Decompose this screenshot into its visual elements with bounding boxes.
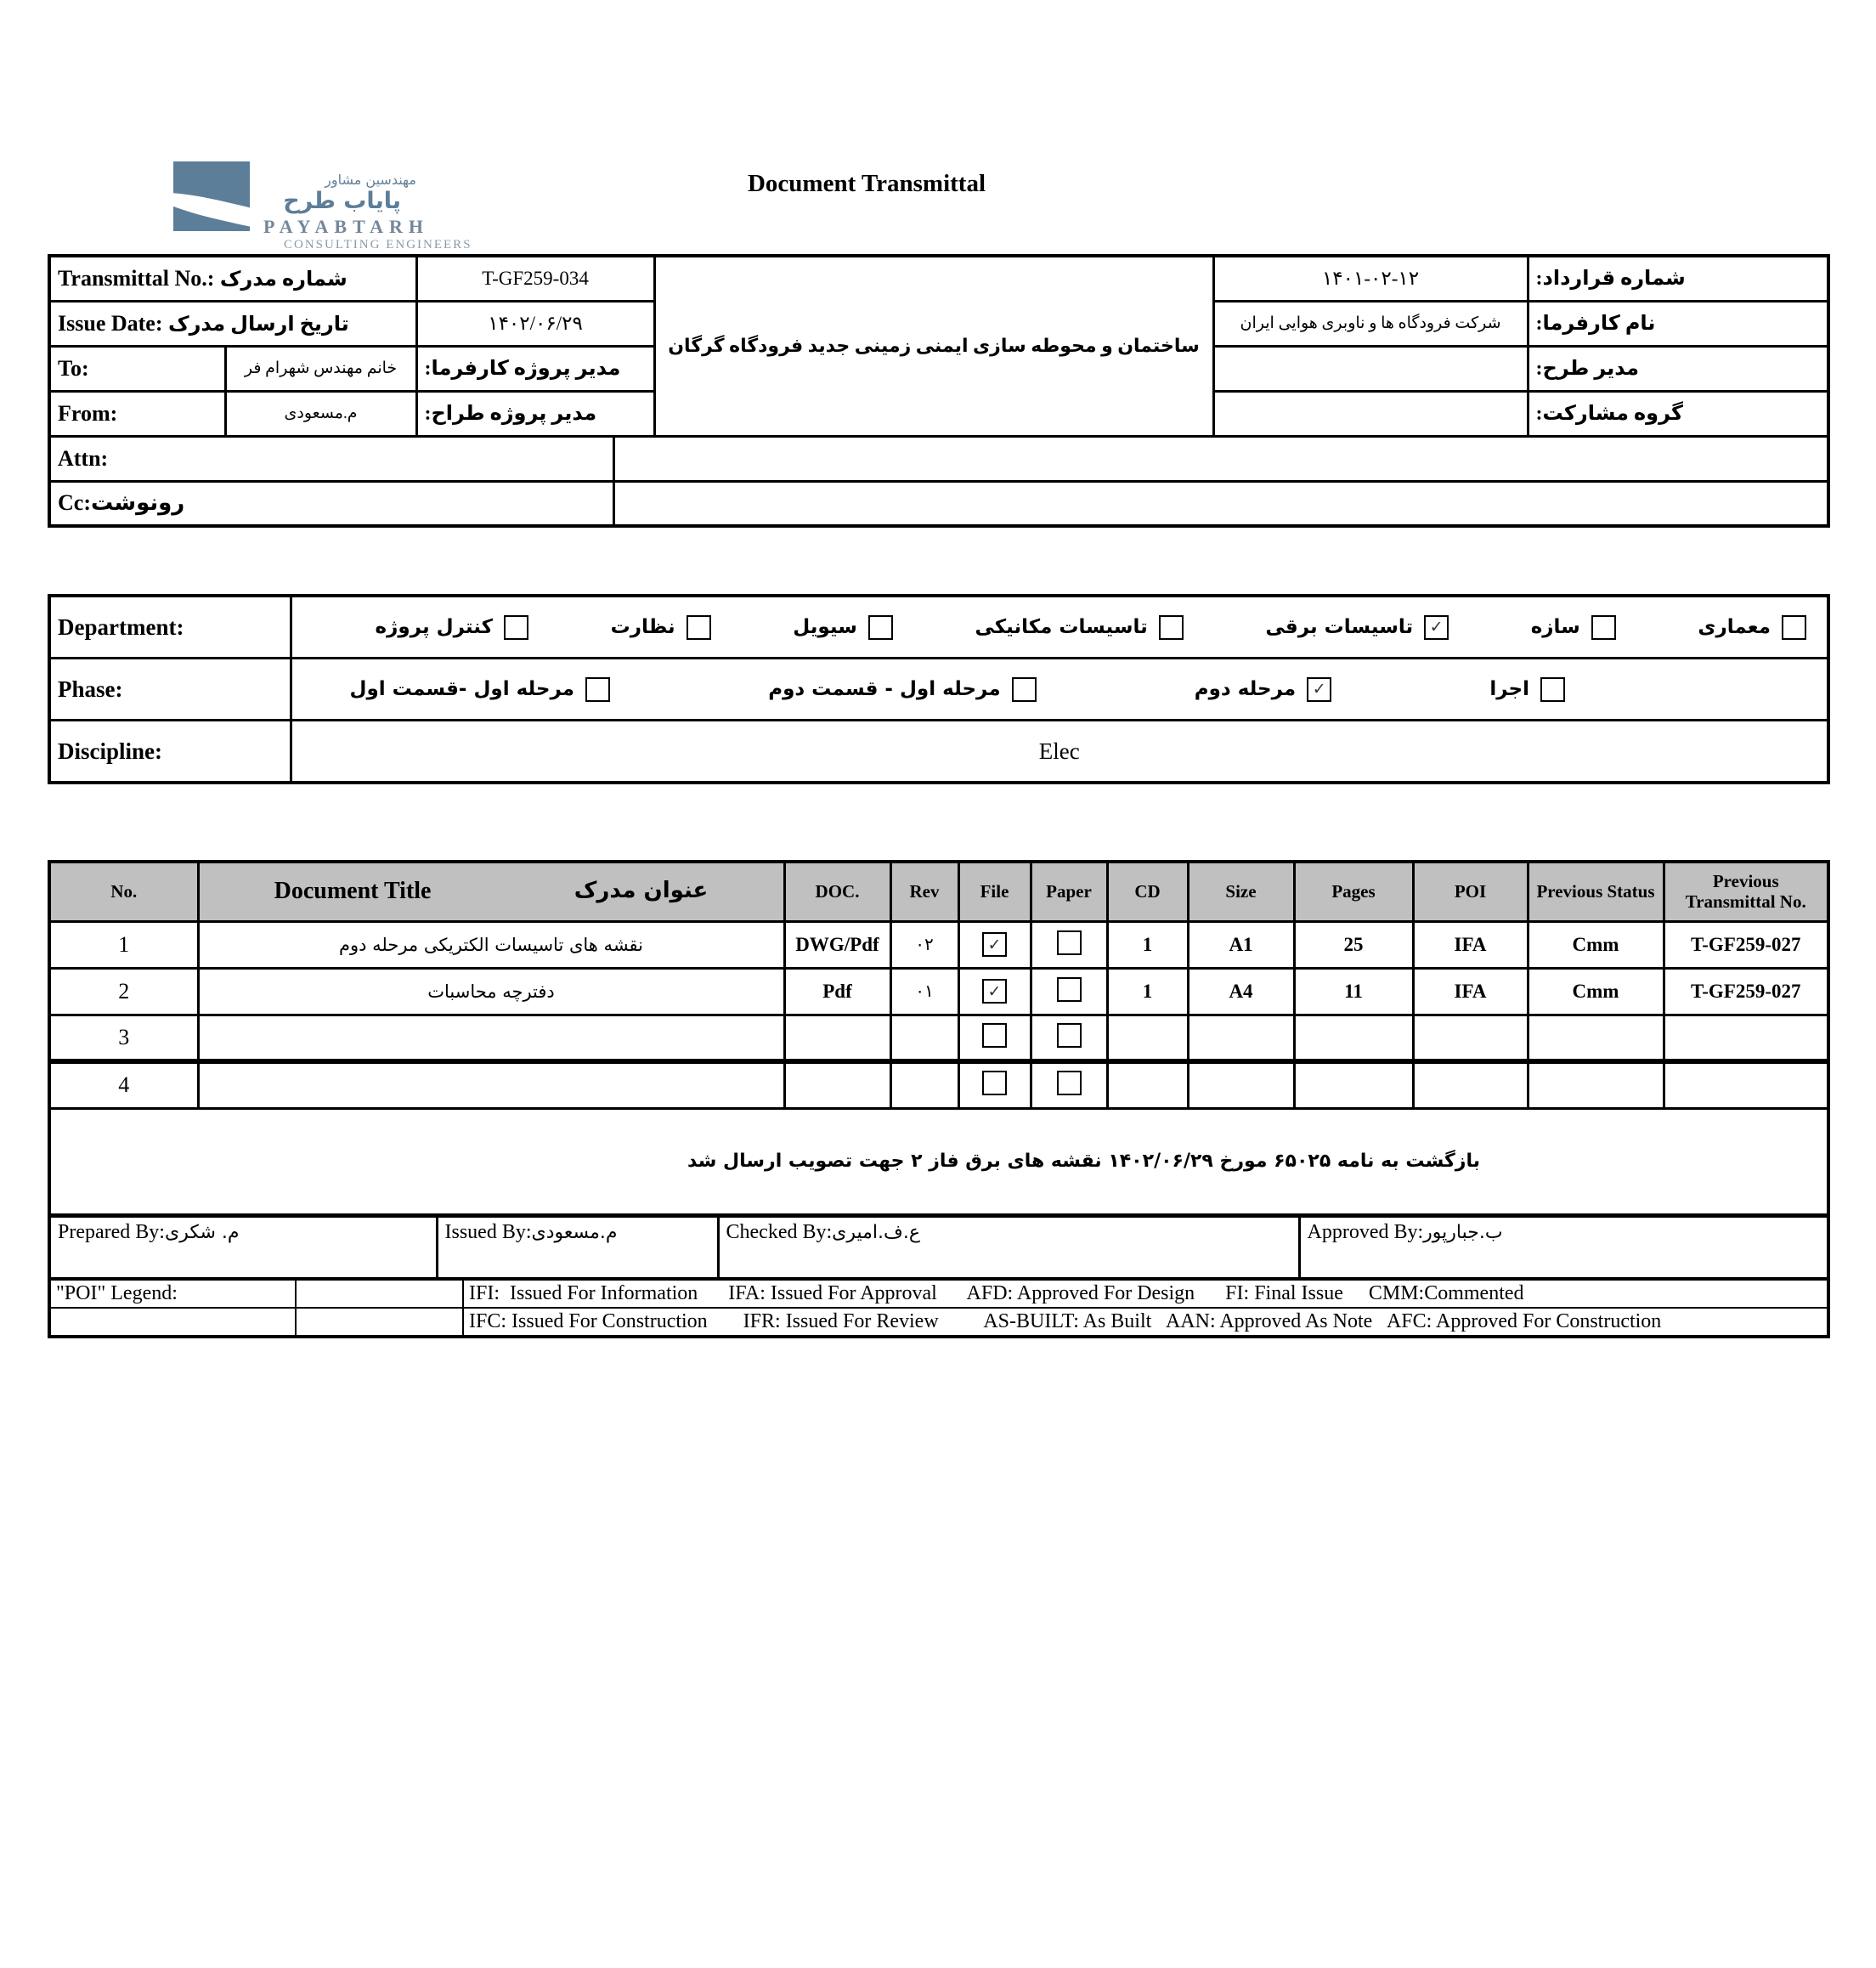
cc-row [49,481,1828,526]
designer-pm-label: مدیر پروژه طراح: [416,391,654,436]
note-row [49,1108,1828,1215]
contract-no-label: شماره قرارداد: [1528,256,1828,301]
phase-ejra [1489,677,1565,702]
col-title-en: Document Title [274,878,432,905]
doc-row-4 [49,1061,1828,1108]
partnership-group-label: گروه مشارکت: [1528,391,1828,436]
department-civil [793,615,893,640]
attn-value [613,436,1828,481]
to-label: To: [49,346,225,391]
legend-row-2 [49,1308,1828,1337]
doc-1-paper-cell [1031,921,1107,968]
doc-1-pages: 25 [1294,921,1413,968]
doc-2-paper-checkbox[interactable] [1057,977,1082,1002]
poi-legend-line-2: IFC: Issued For Construction IFR: Issued For Review AS-BUILT: As Built AAN: Approved As Note AFC: Approved For Construction [463,1308,1828,1337]
department-option-memari [1698,615,1806,640]
prepared-by-label: Prepared By: [58,1221,165,1243]
doc-4-doc [784,1061,890,1108]
to-value: خانم مهندس شهرام فر [225,346,416,391]
col-file: File [958,862,1031,921]
doc-3-cd [1107,1015,1188,1061]
doc-4-file-cell [958,1061,1031,1108]
department-civil-checkbox[interactable] [868,615,893,640]
phase-options [291,659,1828,721]
doc-1-rev: ۰۲ [890,921,958,968]
logo-en-name: PAYABTARH [263,216,430,237]
doc-1-no: 1 [49,921,198,968]
col-rev: Rev [890,862,958,921]
prepared-by-value: م. شکری [164,1222,240,1243]
department-label: Department: [49,596,291,659]
doc-row-1 [49,921,1828,968]
doc-2-file-checkbox[interactable] [982,979,1007,1004]
col-doc: DOC. [784,862,890,921]
doc-2-pages: 11 [1294,968,1413,1015]
doc-1-prev-status: Cmm [1528,921,1664,968]
doc-3-poi [1413,1015,1528,1061]
doc-1-cd: 1 [1107,921,1188,968]
design-manager-label: مدیر طرح: [1528,346,1828,391]
phase-one-part-two-checkbox[interactable] [1012,677,1037,702]
doc-1-paper-checkbox[interactable] [1057,930,1082,955]
col-prev-transmittal: Previous Transmittal No. [1664,862,1828,921]
logo-swoosh-icon [173,186,250,231]
department-supervision-label: نظارت [610,616,675,638]
discipline-label: Discipline: [49,721,291,783]
doc-3-file-checkbox[interactable] [982,1023,1007,1048]
col-cd: CD [1107,862,1188,921]
doc-1-prev-transmittal: T-GF259-027 [1664,921,1828,968]
logo-square-icon [173,161,250,231]
department-project-control [376,615,528,640]
department-memari-checkbox[interactable] [1782,615,1806,640]
phase-label: Phase: [49,659,291,721]
issued-by-label: Issued By: [444,1221,532,1243]
transmittal-no-value: T-GF259-034 [416,256,654,301]
department-electrical-label: تاسیسات برقی [1265,616,1414,638]
col-no: No. [49,862,198,921]
checked-by-label: Checked By: [726,1221,833,1243]
doc-3-rev [890,1015,958,1061]
doc-1-doc: DWG/Pdf [784,921,890,968]
project-title: ساختمان و محوطه سازی ایمنی زمینی جدید فرودگاه گرگان [654,256,1213,436]
cc-label: Cc:رونوشت [49,481,613,526]
doc-4-file-checkbox[interactable] [982,1071,1007,1095]
department-sazeh [1531,615,1616,640]
doc-4-paper-checkbox[interactable] [1057,1071,1082,1095]
doc-2-prev-status: Cmm [1528,968,1664,1015]
legend-row-1 [49,1279,1828,1308]
doc-3-paper-cell [1031,1015,1107,1061]
doc-4-poi [1413,1061,1528,1108]
approved-by-value: ب.جبارپور [1423,1222,1509,1243]
transmittal-row [49,256,1828,301]
doc-2-file-cell [958,968,1031,1015]
doc-3-no: 3 [49,1015,198,1061]
department-supervision [611,615,711,640]
phase-two-checkbox[interactable] [1307,677,1331,702]
doc-2-doc: Pdf [784,968,890,1015]
doc-3-paper-checkbox[interactable] [1057,1023,1082,1048]
department-mechanical-checkbox[interactable] [1159,615,1184,640]
doc-2-no: 2 [49,968,198,1015]
issue-date-label [49,301,416,346]
doc-4-pages [1294,1061,1413,1108]
classification-table [48,594,1830,784]
from-label: From: [49,391,225,436]
col-size: Size [1188,862,1294,921]
doc-1-size: A1 [1188,921,1294,968]
doc-3-size [1188,1015,1294,1061]
from-value: م.مسعودی [225,391,416,436]
phase-two-label: مرحله دوم [1194,678,1297,700]
phase-two [1195,677,1331,702]
department-supervision-checkbox[interactable] [687,615,711,640]
department-project-control-label: کنترل پروژه [375,616,494,638]
doc-1-file-checkbox[interactable] [982,932,1007,957]
doc-1-file-cell [958,921,1031,968]
doc-1-title: نقشه های تاسیسات الکتریکی مرحله دوم [198,921,784,968]
phase-one-part-two [768,677,1036,702]
doc-row-2 [49,968,1828,1015]
department-row [49,596,1828,659]
doc-4-title [198,1061,784,1108]
documents-header-row [49,862,1828,921]
doc-2-title: دفترچه محاسبات [198,968,784,1015]
logo-fa-small: مهندسین مشاور [325,172,416,188]
department-electrical-checkbox[interactable] [1424,615,1449,640]
header-table [48,254,1830,528]
col-title-fa: عنوان مدرک [574,878,709,904]
transmittal-no-label-en: Transmittal No.: [58,265,215,291]
phase-one-part-one [350,677,611,702]
doc-3-title [198,1015,784,1061]
documents-table [48,860,1830,1217]
discipline-value: Elec [291,721,1828,783]
phase-ejra-label: اجرا [1489,678,1529,700]
doc-2-poi: IFA [1413,968,1528,1015]
poi-legend-spacer-1 [296,1279,463,1308]
doc-4-rev [890,1061,958,1108]
phase-row [49,659,1828,721]
doc-1-poi: IFA [1413,921,1528,968]
department-sazeh-label: سازه [1530,616,1580,638]
col-paper: Paper [1031,862,1107,921]
department-electrical [1265,615,1449,640]
transmittal-no-label [49,256,416,301]
client-name-label: نام کارفرما: [1528,301,1828,346]
transmittal-no-label-fa: شماره مدرک [219,268,348,291]
poi-legend-label: "POI" Legend: [49,1279,296,1308]
checked-by-value: ع.ف.امیری [832,1222,920,1243]
doc-2-paper-cell [1031,968,1107,1015]
partnership-group-value [1213,391,1528,436]
design-manager-value [1213,346,1528,391]
doc-3-pages [1294,1015,1413,1061]
client-name-value: شرکت فرودگاه ها و ناوبری هوایی ایران [1213,301,1528,346]
doc-row-3 [49,1015,1828,1061]
poi-legend-spacer-2 [296,1308,463,1337]
phase-one-part-one-checkbox[interactable] [585,677,610,702]
department-mechanical [975,615,1183,640]
department-civil-label: سیویل [793,616,857,638]
note-text: بازگشت به نامه ۶۵۰۲۵ مورخ ۱۴۰۲/۰۶/۲۹ نقشه های برق فاز ۲ جهت تصویب ارسال شد [687,1151,1480,1173]
doc-4-no: 4 [49,1061,198,1108]
col-title [198,862,784,921]
phase-one-part-one-label: مرحله اول -قسمت اول [349,678,575,700]
approved-by-label: Approved By: [1307,1221,1424,1243]
department-options [291,596,1828,659]
logo-fa-large: پایاب طرح [283,188,401,214]
logo-en-sub: CONSULTING ENGINEERS [284,238,472,252]
note-cell [49,1108,1828,1215]
doc-4-paper-cell [1031,1061,1107,1108]
phase-one-part-two-label: مرحله اول - قسمت دوم [768,678,1001,700]
phase-ejra-checkbox[interactable] [1540,677,1565,702]
issue-date-label-en: Issue Date: [58,310,163,336]
poi-legend-table [48,1277,1830,1338]
attn-label: Attn: [49,436,613,481]
page-title: Document Transmittal [747,170,986,197]
col-pages: Pages [1294,862,1413,921]
doc-3-doc [784,1015,890,1061]
doc-2-rev: ۰۱ [890,968,958,1015]
cc-value [613,481,1828,526]
doc-3-file-cell [958,1015,1031,1061]
issue-date-label-fa: تاریخ ارسال مدرک [168,313,349,336]
doc-4-size [1188,1061,1294,1108]
department-project-control-checkbox[interactable] [504,615,528,640]
department-sazeh-checkbox[interactable] [1591,615,1616,640]
doc-3-prev-transmittal [1664,1015,1828,1061]
department-memari-label: معماری [1698,616,1771,638]
doc-2-prev-transmittal: T-GF259-027 [1664,968,1828,1015]
doc-2-cd: 1 [1107,968,1188,1015]
poi-legend-label-2 [49,1308,296,1337]
poi-legend-line-1: IFI: Issued For Information IFA: Issued For Approval AFD: Approved For Design FI: Final Issue CMM:Commented [463,1279,1828,1308]
attn-row [49,436,1828,481]
col-poi: POI [1413,862,1528,921]
issued-by-value: م.مسعودی [531,1222,618,1243]
discipline-row [49,721,1828,783]
doc-4-prev-status [1528,1061,1664,1108]
col-prev-status: Previous Status [1528,862,1664,921]
department-mechanical-label: تاسیسات مکانیکی [975,616,1148,638]
contract-no-value: ۱۴۰۱-۰۲-۱۲ [1213,256,1528,301]
doc-3-prev-status [1528,1015,1664,1061]
doc-4-prev-transmittal [1664,1061,1828,1108]
issue-date-value: ۱۴۰۲/۰۶/۲۹ [416,301,654,346]
doc-2-size: A4 [1188,968,1294,1015]
client-pm-label: مدیر پروژه کارفرما: [416,346,654,391]
doc-4-cd [1107,1061,1188,1108]
